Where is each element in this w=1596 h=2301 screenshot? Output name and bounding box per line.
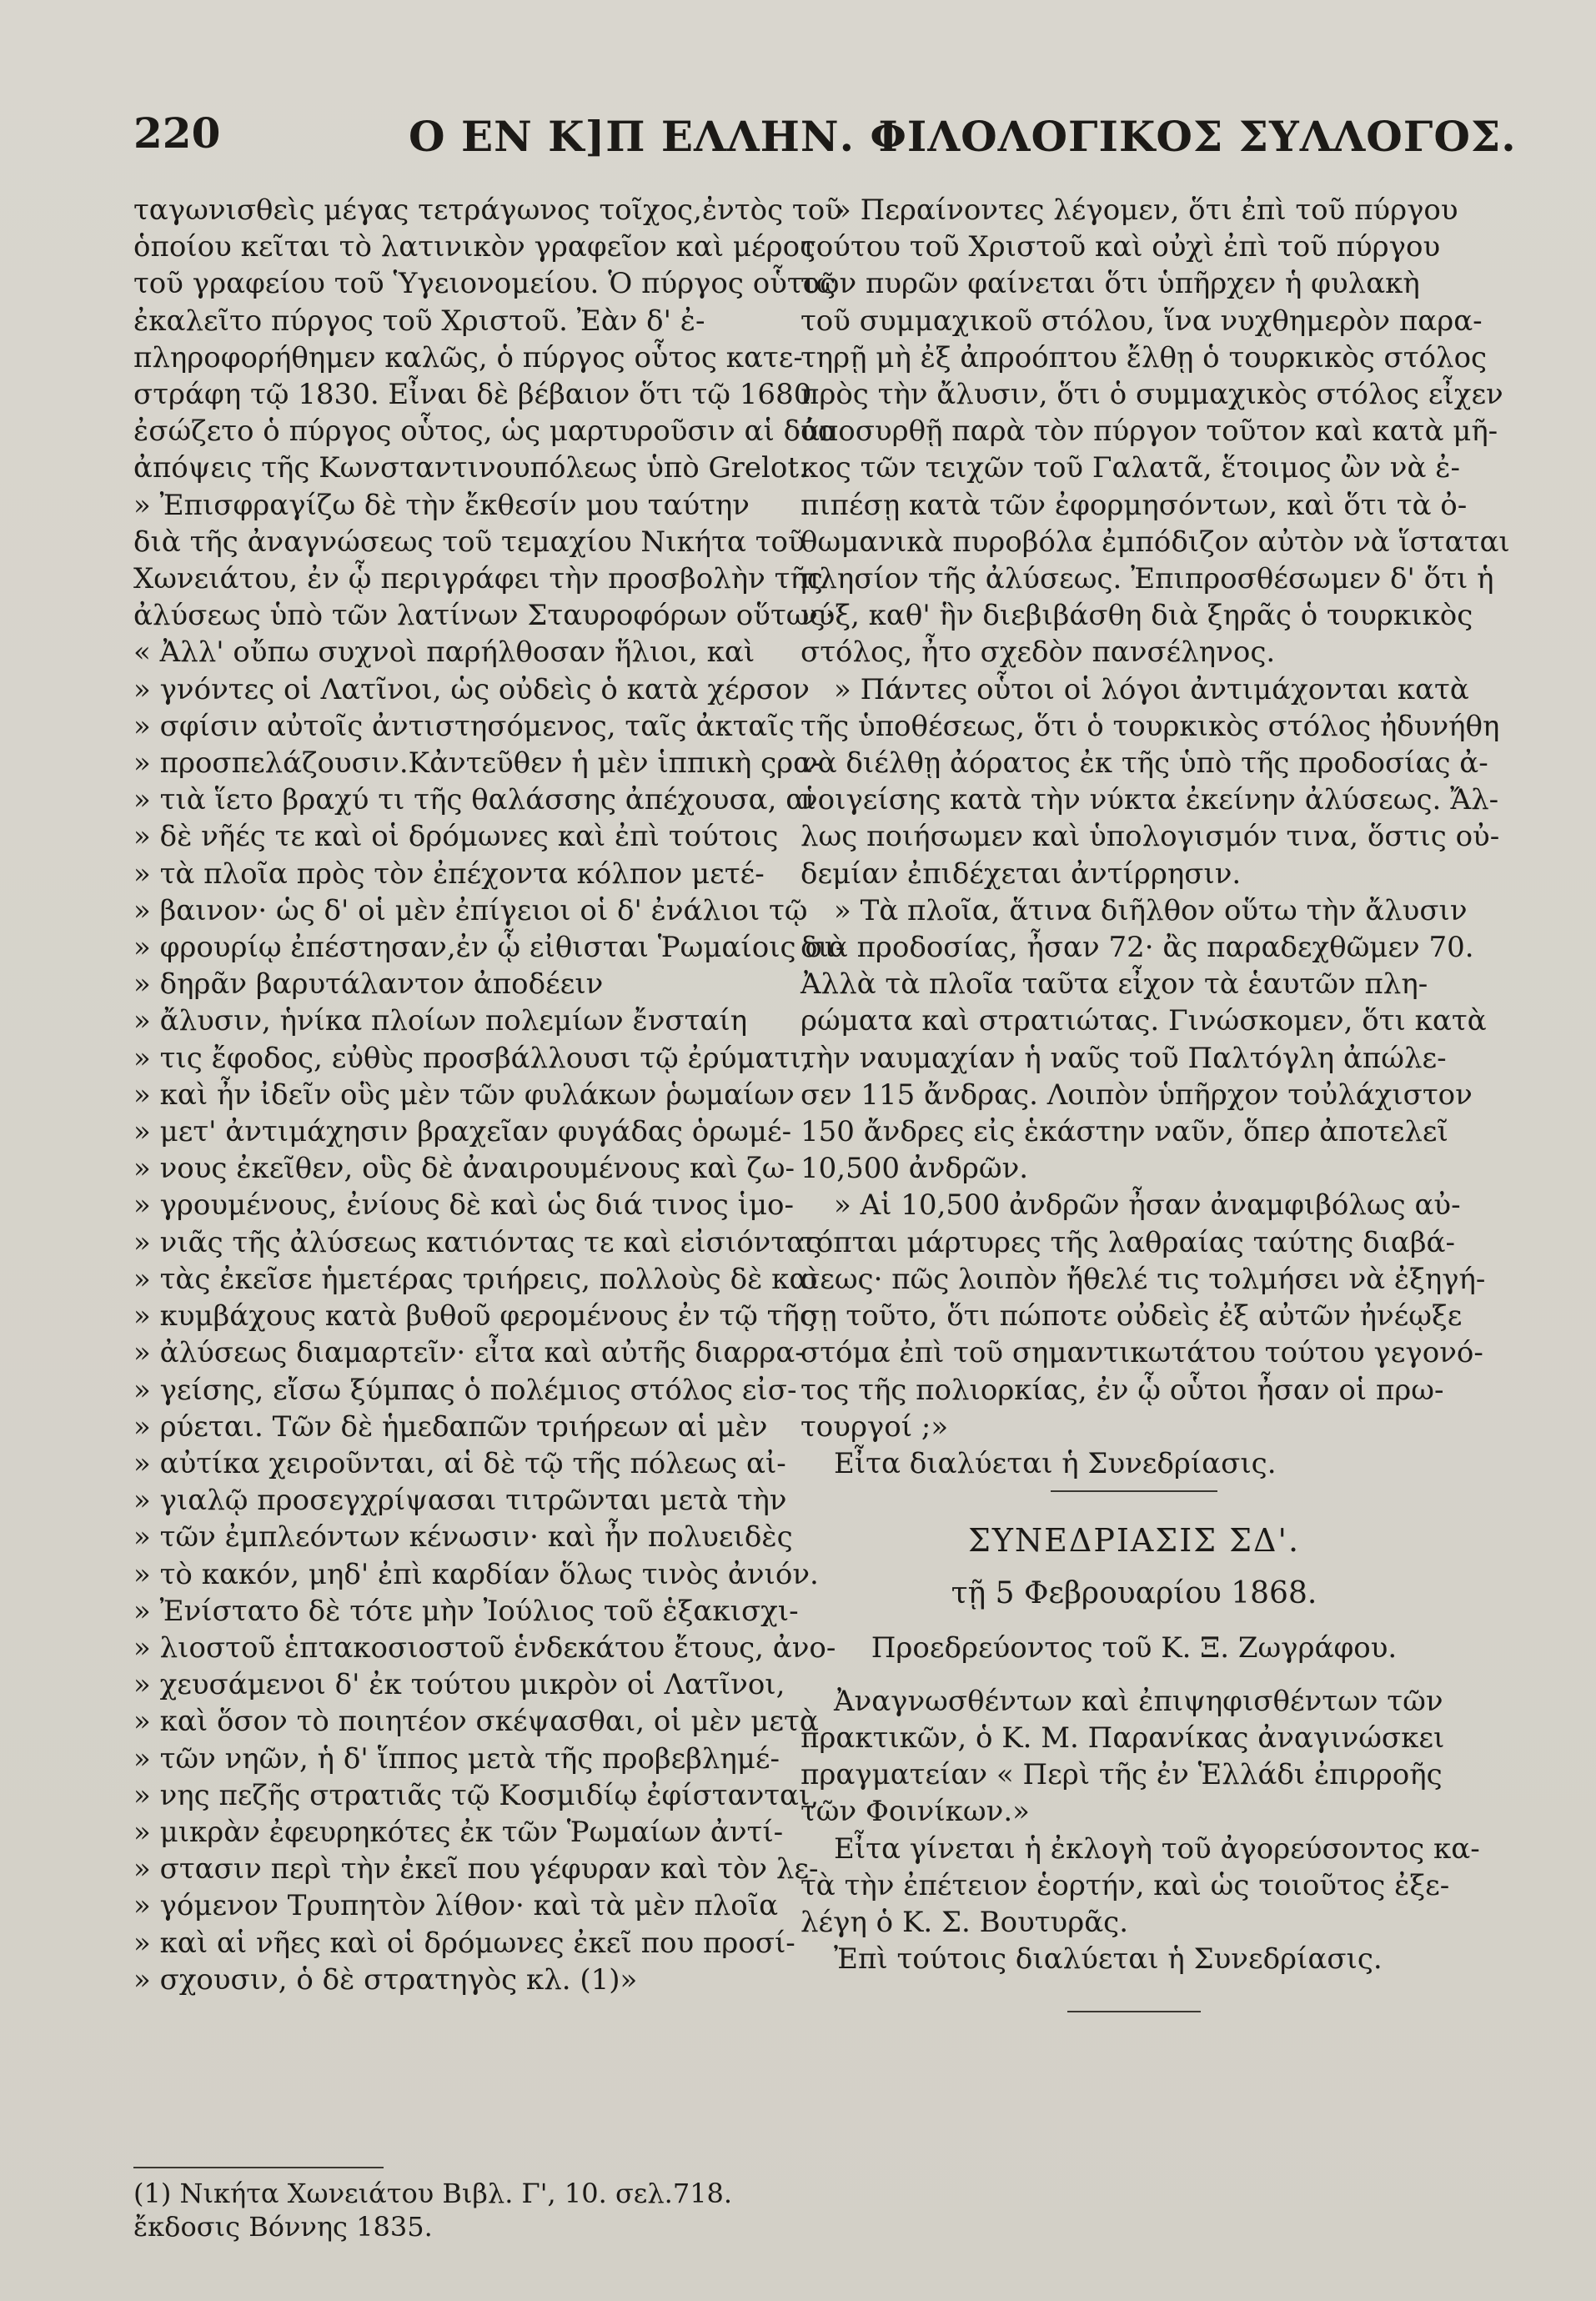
page-header	[133, 108, 1517, 175]
left-line: » γρουμένους, ἐνίους δὲ καὶ ὡς διά τινος ἱμο-	[133, 1188, 794, 1223]
text-line: τοῦ συμμαχικοῦ στόλου, ἵνα νυχθημερὸν παρα-	[801, 304, 1483, 338]
footnote-separator	[133, 2167, 384, 2168]
left-line: » ἀλύσεως διαμαρτεῖν· εἶτα καὶ αὐτῆς διαρρα-	[133, 1336, 805, 1370]
session-chair: Προεδρεύοντος τοῦ Κ. Ξ. Ζωγράφου.	[871, 1630, 1398, 1665]
paragraph-conclusion	[801, 192, 1510, 671]
text-line: στόμα ἐπὶ τοῦ σημαντικωτάτου τούτου γεγονό-	[801, 1336, 1483, 1370]
text-line: θωμανικὰ πυροβόλα ἐμπόδιζον αὐτὸν νὰ ἵσταται	[801, 525, 1510, 559]
text-line: κος τῶν τειχῶν τοῦ Γαλατᾶ, ἕτοιμος ὢν νὰ ἐ-	[801, 451, 1460, 485]
left-line: » τὸ κακόν, μηδ' ἐπὶ καρδίαν ὅλως τινὸς ἀνιόν.	[133, 1557, 819, 1591]
left-line: » χευσάμενοι δ' ἐκ τούτου μικρὸν οἱ Λατῖνοι,	[133, 1668, 785, 1702]
left-line: » δηρᾶν βαρυτάλαντον ἀποδέειν	[133, 967, 604, 1002]
text-line: λως ποιήσωμεν καὶ ὑπολογισμόν τινα, ὅστις οὐ-	[801, 820, 1500, 854]
page-number: 220	[133, 108, 221, 158]
left-line: » νης πεζῆς στρατιᾶς τῷ Κοσμιδίῳ ἐφίστανται,	[133, 1778, 820, 1812]
left-line: » μικρὰν ἐφευρηκότες ἐκ τῶν Ῥωμαίων ἀντί-	[133, 1815, 784, 1849]
left-line: » τὰς ἐκεῖσε ἡμετέρας τριήρεις, πολλοὺς δὲ καὶ	[133, 1262, 820, 1296]
left-line: » Ἐπισφραγίζω δὲ τὴν ἔκθεσίν μου ταύτην	[133, 488, 750, 522]
text-line: τούτου τοῦ Χριστοῦ καὶ οὐχὶ ἐπὶ τοῦ πύργου	[801, 230, 1441, 264]
left-line: » δὲ νῆές τε καὶ οἱ δρόμωνες καὶ ἐπὶ τούτοις	[133, 820, 779, 854]
right-column	[801, 192, 1510, 2012]
left-line: » γόμενον Τρυπητὸν λίθον· καὶ τὰ μὲν πλοῖα	[133, 1889, 779, 1923]
text-line: πλησίον τῆς ἀλύσεως. Ἐπιπροσθέσωμεν δ' ὅτι ἡ	[801, 562, 1494, 596]
left-line: ταγωνισθεὶς μέγας τετράγωνος τοῖχος,ἐντὸς τοῦ	[133, 193, 842, 227]
left-line: » γνόντες οἱ Λατῖνοι, ὡς οὐδεὶς ὁ κατὰ χέρσον	[133, 672, 810, 706]
left-line: » ἄλυσιν, ἡνίκα πλοίων πολεμίων ἔνσταίη	[133, 1004, 748, 1038]
text-line: τὰ τὴν ἐπέτειον ἑορτήν, καὶ ὡς τοιοῦτος ἐξε-	[801, 1868, 1450, 1902]
left-line: » τῶν ἐμπλεόντων κένωσιν· καὶ ἦν πολυειδὲς	[133, 1520, 793, 1555]
footnote-line: 718. ἔκδοσις Βόννης 1835.	[133, 2178, 733, 2243]
running-title: Ο ΕΝ Κ]Π ΕΛΛΗΝ. ΦΙΛΟΛΟΓΙΚΟΣ ΣΥΛΛΟΓΟΣ.	[409, 112, 1517, 161]
closing-statement-2: Ἐπὶ τούτοις διαλύεται ἡ Συνεδρίασις.	[834, 1942, 1383, 1977]
left-line: » τῶν νηῶν, ἡ δ' ἵππος μετὰ τῆς προβεβλημέ-	[133, 1741, 780, 1776]
text-line: σεν 115 ἄνδρας. Λοιπὸν ὑπῆρχον τοὐλάχιστον	[801, 1078, 1473, 1112]
left-line: » στασιν περὶ τὴν ἐκεῖ που γέφυραν καὶ τὸν λε-	[133, 1852, 819, 1887]
text-line: ρώματα καὶ στρατιώτας. Γινώσκομεν, ὅτι κατὰ	[801, 1004, 1487, 1038]
session-date: τῇ 5 Φεβρουαρίου 1868.	[951, 1576, 1317, 1611]
text-line: πρακτικῶν, ὁ Κ. Μ. Παρανίκας ἀναγινώσκει	[801, 1721, 1445, 1755]
left-column	[133, 192, 846, 1998]
text-line: Ἀναγνωσθέντων καὶ ἐπιψηφισθέντων τῶν	[834, 1684, 1443, 1718]
left-line: » βαινον· ὡς δ' οἱ μὲν ἐπίγειοι οἱ δ' ἐνάλιοι τῷ	[133, 893, 808, 927]
text-line: 150 ἄνδρες εἰς ἑκάστην ναῦν, ὅπερ ἀποτελεῖ	[801, 1115, 1448, 1149]
left-line: » τιὰ ἵετο βραχύ τι τῆς θαλάσσης ἀπέχουσα, αἱ	[133, 783, 816, 817]
text-line: τος τῆς πολιορκίας, ἐν ᾧ οὗτοι ἦσαν οἱ πρω-	[801, 1373, 1444, 1407]
left-line: » ρύεται. Τῶν δὲ ἡμεδαπῶν τριήρεων αἱ μὲν	[133, 1409, 768, 1444]
text-line: νύξ, καθ' ἣν διεβιβάσθη διὰ ξηρᾶς ὁ τουρκικὸς	[801, 599, 1473, 633]
text-line: σῃ τοῦτο, ὅτι πώποτε οὐδεὶς ἐξ αὐτῶν ἠνέῳξε	[801, 1299, 1463, 1334]
left-line: ἀπόψεις τῆς Κωνσταντινουπόλεως ὑπὸ Grelot.	[133, 451, 808, 485]
left-line: » προσπελάζουσιν.Κἀντεῦθεν ἡ μὲν ἱππικὴ ςρα-	[133, 746, 822, 781]
left-line: » καὶ αἱ νῆες καὶ οἱ δρόμωνες ἐκεῖ που προσί-	[133, 1926, 795, 1960]
text-line: τὴν ναυμαχίαν ἡ ναῦς τοῦ Παλτόγλη ἀπώλε-	[801, 1041, 1447, 1075]
text-line: πραγματείαν « Περὶ τῆς ἐν Ἑλλάδι ἐπιρροῆς	[801, 1758, 1443, 1792]
text-line: νοιγείσης κατὰ τὴν νύκτα ἐκείνην ἀλύσεως. Ἄλ-	[801, 783, 1499, 817]
left-line: » τὰ πλοῖα πρὸς τὸν ἐπέχοντα κόλπον μετέ-	[133, 857, 765, 891]
left-line: πληροφορήθημεν καλῶς, ὁ πύργος οὗτος κατε-	[133, 340, 803, 374]
text-line: 10,500 ἀνδρῶν.	[801, 1152, 1029, 1186]
text-line: » Πάντες οὗτοι οἱ λόγοι ἀντιμάχονται κατὰ	[834, 672, 1469, 706]
text-line: τόπται μάρτυρες τῆς λαθραίας ταύτης διαβά-	[801, 1225, 1455, 1259]
text-line: διὰ προδοσίας, ἦσαν 72· ἂς παραδεχθῶμεν 70.	[801, 931, 1474, 965]
text-line: » Περαίνοντες λέγομεν, ὅτι ἐπὶ τοῦ πύργου	[834, 193, 1458, 227]
text-line: » Τὰ πλοῖα, ἅτινα διῆλθον οὕτω τὴν ἄλυσιν	[834, 893, 1468, 927]
end-divider	[1067, 2011, 1201, 2012]
left-line: » κυμβάχους κατὰ βυθοῦ φερομένους ἐν τῷ τῆς	[133, 1299, 816, 1334]
left-line: ἐσώζετο ὁ πύργος οὗτος, ὡς μαρτυροῦσιν αἱ δύο	[133, 414, 836, 449]
text-line: τῶν πυρῶν φαίνεται ὅτι ὑπῆρχεν ἡ φυλακὴ	[801, 267, 1420, 301]
paragraph-arguments	[801, 671, 1500, 892]
left-line: τοῦ γραφείου τοῦ Ὑγειονομείου. Ὁ πύργος οὗτος	[133, 267, 836, 301]
left-line: ἀλύσεως ὑπὸ τῶν λατίνων Σταυροφόρων οὕτως·	[133, 599, 835, 633]
left-line: ἐκαλεῖτο πύργος τοῦ Χριστοῦ. Ἐὰν δ' ἐ-	[133, 304, 705, 338]
left-line: » νιᾶς τῆς ἀλύσεως κατιόντας τε καὶ εἰσιόντας	[133, 1225, 822, 1259]
left-line: στράφη τῷ 1830. Εἶναι δὲ βέβαιον ὅτι τῷ 1680	[133, 378, 812, 412]
left-line: » καὶ ἦν ἰδεῖν οὓς μὲν τῶν φυλάκων ῥωμαίων	[133, 1078, 795, 1112]
left-line: διὰ τῆς ἀναγνώσεως τοῦ τεμαχίου Νικήτα τοῦ	[133, 525, 806, 559]
text-line: ἀποσυρθῇ παρὰ τὸν πύργον τοῦτον καὶ κατὰ μῆ-	[801, 414, 1498, 449]
text-line: τουργοί ;»	[801, 1409, 949, 1444]
left-line: » αὐτίκα χειροῦνται, αἱ δὲ τῷ τῆς πόλεως αἰ-	[133, 1446, 786, 1480]
left-line: Χωνειάτου, ἐν ᾧ περιγράφει τὴν προσβολὴν τῆς	[133, 562, 823, 596]
left-line: » Ἐνίστατο δὲ τότε μὴν Ἰούλιος τοῦ ἑξακισχι-	[133, 1594, 799, 1628]
left-line: » λιοστοῦ ἑπτακοσιοστοῦ ἑνδεκάτου ἔτους, ἀνο-	[133, 1630, 836, 1665]
left-line: « Ἀλλ' οὔπω συχνοὶ παρήλθοσαν ἥλιοι, καὶ	[133, 636, 755, 670]
left-line: » γείσης, εἴσω ξύμπας ὁ πολέμιος στόλος εἰσ-	[133, 1373, 797, 1407]
left-line: » τις ἔφοδος, εὐθὺς προσβάλλουσι τῷ ἐρύματι,	[133, 1041, 811, 1075]
text-line: πρὸς τὴν ἄλυσιν, ὅτι ὁ συμμαχικὸς στόλος εἶχεν	[801, 378, 1503, 412]
paragraph-ships	[801, 892, 1487, 1188]
text-line: λέγη ὁ Κ. Σ. Βουτυρᾶς.	[801, 1905, 1129, 1939]
paragraph-readings	[801, 1683, 1468, 1831]
text-line: νὰ διέλθῃ ἀόρατος ἐκ τῆς ὑπὸ τῆς προδοσίας ἀ-	[801, 746, 1488, 781]
text-line: σεως· πῶς λοιπὸν ἤθελέ τις τολμήσει νὰ ἐξηγή-	[801, 1262, 1486, 1296]
text-line: τῆς ὑποθέσεως, ὅτι ὁ τουρκικὸς στόλος ἠδυνήθη	[801, 709, 1500, 743]
paragraph-witnesses	[801, 1187, 1486, 1444]
left-line: » καὶ ὅσον τὸ ποιητέον σκέψασθαι, οἱ μὲν μετὰ	[133, 1705, 819, 1739]
left-line: » σχουσιν, ὁ δὲ στρατηγὸς κλ. (1)»	[133, 1962, 638, 1997]
text-line: δεμίαν ἐπιδέχεται ἀντίρρησιν.	[801, 857, 1242, 891]
left-line: » σφίσιν αὐτοῖς ἀντιστησόμενος, ταῖς ἀκταῖς	[133, 709, 795, 743]
section-divider	[1051, 1490, 1217, 1492]
text-line: Ἀλλὰ τὰ πλοῖα ταῦτα εἶχον τὰ ἑαυτῶν πλη-	[801, 967, 1428, 1002]
left-line: » μετ' ἀντιμάχησιν βραχεῖαν φυγάδας ὁρωμέ-	[133, 1115, 792, 1149]
text-line: τῶν Φοινίκων.»	[801, 1795, 1030, 1829]
text-line: πιπέσῃ κατὰ τῶν ἐφορμησόντων, καὶ ὅτι τὰ ὀ-	[801, 488, 1468, 522]
text-line: στόλος, ἦτο σχεδὸν πανσέληνος.	[801, 636, 1276, 670]
left-line: » νους ἐκεῖθεν, οὓς δὲ ἀναιρουμένους καὶ ζω-	[133, 1152, 795, 1186]
footnote	[133, 2177, 767, 2243]
left-line: ὁποίου κεῖται τὸ λατινικὸν γραφεῖον καὶ μέρος	[133, 230, 816, 264]
text-line: τηρῇ μὴ ἐξ ἀπροόπτου ἔλθῃ ὁ τουρκικὸς στόλος	[801, 340, 1488, 374]
text-line: » Αἱ 10,500 ἀνδρῶν ἦσαν ἀναμφιβόλως αὐ-	[834, 1188, 1461, 1223]
left-line: » φρουρίῳ ἐπέστησαν,ἐν ᾧ εἰθισται Ῥωμαίοις σι-	[133, 931, 846, 965]
left-line: » γιαλῷ προσεγχρίψασαι τιτρῶνται μετὰ τὴν	[133, 1484, 787, 1518]
closing-statement: Εἶτα διαλύεται ἡ Συνεδρίασις.	[834, 1446, 1277, 1480]
footnote-line: (1) Νικήτα Χωνειάτου Βιβλ. Γ', 10. σελ.	[133, 2178, 673, 2209]
session-title: ΣΥΝΕΔΡΙΑΣΙΣ ΣΔ'.	[967, 1522, 1301, 1560]
text-line: Εἶτα γίνεται ἡ ἐκλογὴ τοῦ ἀγορεύσοντος κα-	[834, 1831, 1480, 1866]
paragraph-election	[801, 1831, 1480, 1942]
